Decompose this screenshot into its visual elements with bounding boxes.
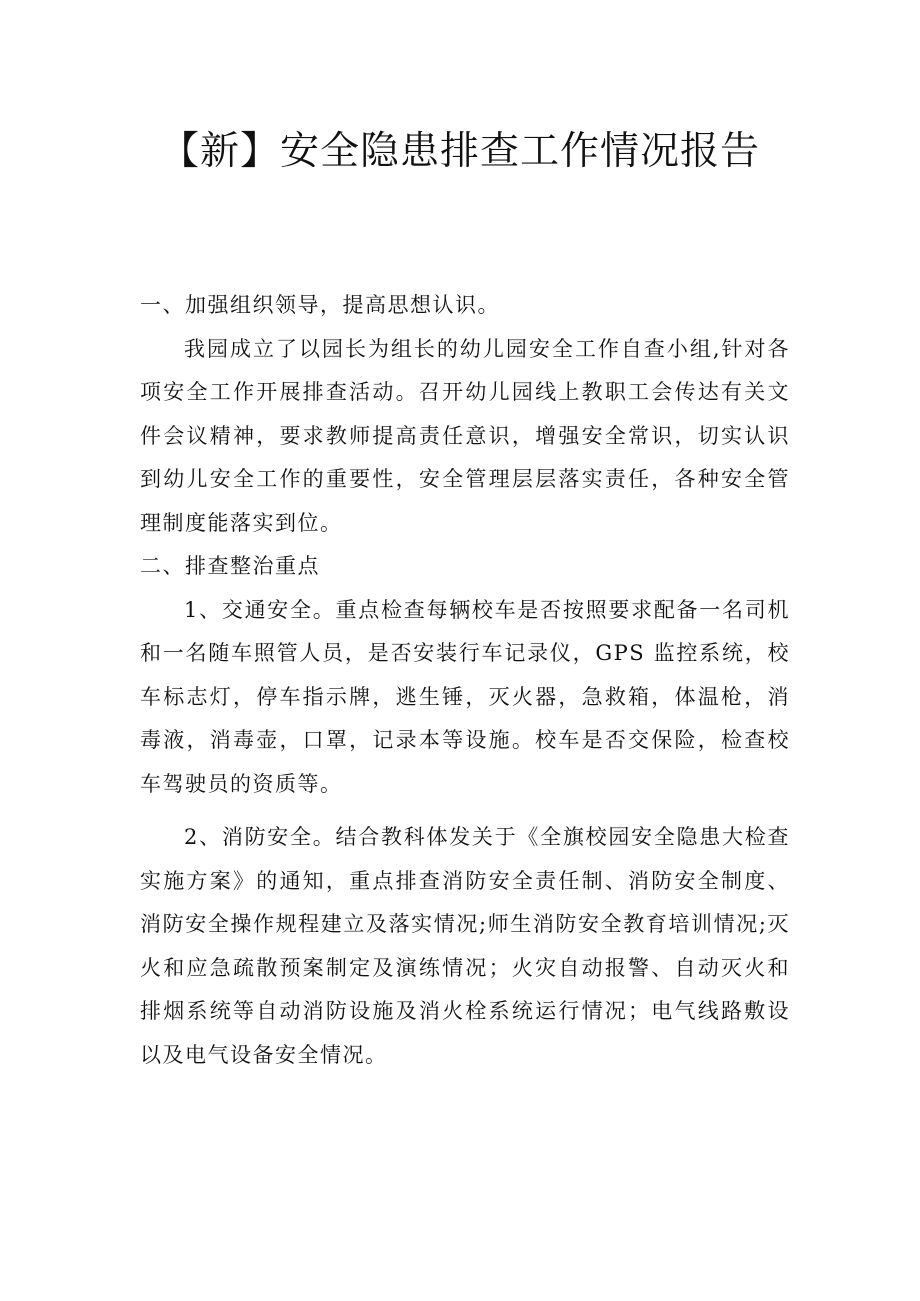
fire-safety-paragraph: 2、消防安全。结合教科体发关于《全旗校园安全隐患大检查实施方案》的通知，重点排查消防安全责任制、消防安全制度、消防安全操作规程建立及落实情况;师生消防安全教育培训情况;灭火和应急疏散预案制定及演练情况；火灾自动报警、自动灭火和排烟系统等自动消防设施及消火栓系统运行情况；电气线路敷设以及电气设备安全情况。 <box>140 825 790 1067</box>
section-2-heading: 二、排查整治重点 <box>140 554 320 578</box>
document-title: 【新】安全隐患排查工作情况报告 <box>159 129 760 174</box>
traffic-safety-paragraph: 1、交通安全。重点检查每辆校车是否按照要求配备一名司机和一名随车照管人员，是否安装行车记录仪，GPS 监控系统，校车标志灯，停车指示牌，逃生锤，灭火器，急救箱，体温枪，消毒液，消毒壶，口罩，记录本等设施。校车是否交保险，检查校车驾驶员的资质等。 <box>140 597 790 796</box>
section-1-heading: 一、加强组织领导，提高思想认识。 <box>140 293 500 317</box>
document-body <box>140 284 790 1077</box>
section-1-paragraph: 我园成立了以园长为组长的幼儿园安全工作自查小组,针对各项安全工作开展排查活动。召开幼儿园线上教职工会传达有关文件会议精神，要求教师提高责任意识，增强安全常识，切实认识到幼儿安全工作的重要性，安全管理层层落实责任，各种安全管理制度能落实到位。 <box>140 336 790 535</box>
